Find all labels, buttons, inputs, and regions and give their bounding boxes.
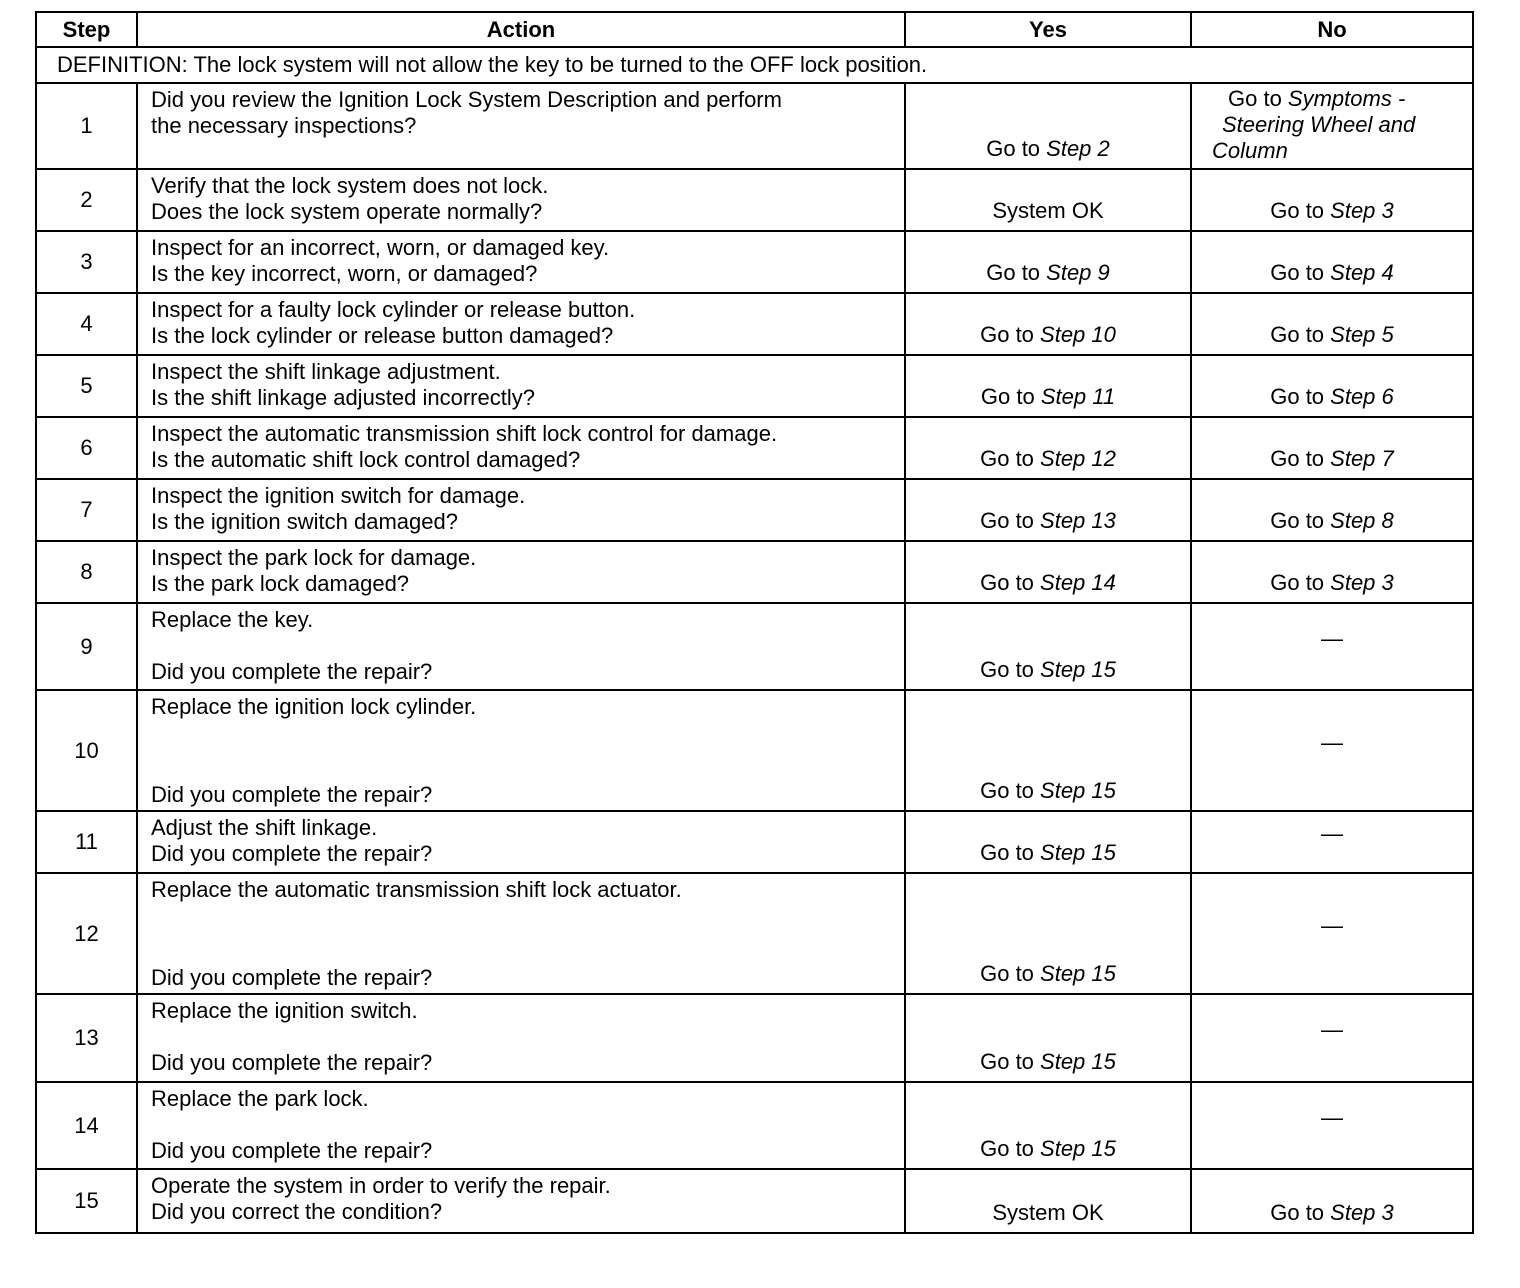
action-line: Did you complete the repair? [151,659,433,684]
header-no: No [1191,12,1473,47]
action-line: Does the lock system operate normally? [151,199,543,224]
table-row [36,994,1473,1082]
header-step: Step [36,12,137,47]
yes-step-ref: Step 2 [1046,136,1110,161]
yes-prefix: Go to [986,260,1047,285]
no-dash: — [1321,1017,1343,1042]
step-number: 7 [36,479,137,541]
yes-step-ref: Step 9 [1046,260,1110,285]
action-line: Did you complete the repair? [151,1138,433,1163]
table-row [36,479,1473,541]
no-cell [1191,541,1473,603]
action-cell [137,541,905,603]
no-prefix: Go to [1270,384,1331,409]
yes-prefix: Go to [980,570,1041,595]
no-step-ref: Step 4 [1330,260,1394,285]
no-cell [1191,1082,1473,1169]
step-number: 12 [36,873,137,994]
yes-cell [905,1169,1191,1233]
no-prefix: Go to [1270,508,1331,533]
action-cell [137,811,905,873]
yes-prefix: Go to [980,657,1041,682]
table-row [36,355,1473,417]
header-yes: Yes [905,12,1191,47]
yes-cell [905,355,1191,417]
action-line: Verify that the lock system does not lock. [151,173,549,198]
action-line: Is the automatic shift lock control damaged? [151,447,581,472]
step-number: 2 [36,169,137,231]
yes-cell [905,994,1191,1082]
action-cell [137,231,905,293]
yes-step-ref: Step 15 [1040,1136,1116,1161]
yes-prefix: Go to [980,322,1041,347]
yes-cell [905,541,1191,603]
no-cell [1191,417,1473,479]
action-cell [137,873,905,994]
action-line: Did you complete the repair? [151,782,433,807]
action-cell [137,1169,905,1233]
yes-step-ref: Step 15 [1040,961,1116,986]
step-number: 6 [36,417,137,479]
action-cell [137,169,905,231]
action-cell [137,603,905,690]
yes-step-ref: Step 14 [1040,570,1116,595]
yes-step-ref: Step 11 [1040,384,1116,409]
action-cell [137,479,905,541]
table-row [36,231,1473,293]
action-line: Is the shift linkage adjusted incorrectly? [151,385,535,410]
no-cell [1191,355,1473,417]
table-row [36,1169,1473,1233]
yes-cell [905,479,1191,541]
action-line: Is the lock cylinder or release button damaged? [151,323,614,348]
step-number: 4 [36,293,137,355]
action-cell [137,355,905,417]
yes-prefix: Go to [980,778,1041,803]
action-cell [137,690,905,811]
table-row [36,603,1473,690]
action-line: Did you correct the condition? [151,1199,443,1224]
yes-step-ref: Step 15 [1040,1049,1116,1074]
no-prefix: Go to [1270,1200,1331,1225]
no-prefix: Go to [1270,198,1331,223]
action-line: Adjust the shift linkage. [151,815,378,840]
action-line: Did you complete the repair? [151,841,433,866]
no-dash: — [1321,821,1343,846]
no-cell [1191,83,1473,169]
yes-prefix: Go to [980,1136,1041,1161]
action-line: Inspect the ignition switch for damage. [151,483,526,508]
no-prefix: Go to [1228,86,1288,111]
yes-text: System OK [992,198,1104,223]
action-cell [137,293,905,355]
yes-prefix: Go to [980,961,1041,986]
action-line: Replace the key. [151,607,314,632]
no-prefix: Go to [1270,322,1331,347]
action-line: Replace the ignition switch. [151,998,418,1023]
action-line: Inspect the park lock for damage. [151,545,477,570]
yes-cell [905,169,1191,231]
action-line: Inspect the automatic transmission shift lock control for damage. [151,421,778,446]
action-line: Operate the system in order to verify the repair. [151,1173,611,1198]
table-row [36,83,1473,169]
action-line: Is the park lock damaged? [151,571,410,596]
no-step-ref: Step 5 [1330,322,1394,347]
step-number: 8 [36,541,137,603]
yes-cell [905,603,1191,690]
no-cell [1191,1169,1473,1233]
table-row [36,690,1473,811]
no-step-ref: Step 3 [1330,198,1394,223]
yes-cell [905,811,1191,873]
no-cell [1191,169,1473,231]
step-number: 10 [36,690,137,811]
action-line: Is the key incorrect, worn, or damaged? [151,261,538,286]
yes-prefix: Go to [980,446,1041,471]
step-number: 14 [36,1082,137,1169]
step-number: 11 [36,811,137,873]
no-ref-line: Steering Wheel and [1222,112,1416,137]
definition-row [36,47,1473,83]
action-line: Replace the automatic transmission shift lock actuator. [151,877,682,902]
step-number: 5 [36,355,137,417]
no-dash: — [1321,729,1343,755]
yes-step-ref: Step 15 [1040,657,1116,682]
no-step-ref: Step 7 [1330,446,1394,471]
table-row [36,811,1473,873]
yes-cell [905,231,1191,293]
no-dash: — [1321,912,1343,938]
table-row [36,169,1473,231]
no-cell [1191,293,1473,355]
no-cell [1191,811,1473,873]
no-step-ref: Step 3 [1330,1200,1394,1225]
header-action: Action [137,12,905,47]
table-row [36,417,1473,479]
no-dash: — [1321,1104,1343,1130]
action-cell [137,83,905,169]
yes-prefix: Go to [980,384,1041,409]
table-row [36,873,1473,994]
yes-cell [905,1082,1191,1169]
no-cell [1191,994,1473,1082]
no-ref-line: Symptoms - [1287,86,1406,111]
yes-text: System OK [992,1200,1104,1225]
yes-cell [905,873,1191,994]
definition-text: DEFINITION: The lock system will not allow the key to be turned to the OFF lock position. [36,47,1473,83]
yes-step-ref: Step 15 [1040,840,1116,865]
action-line: Inspect for a faulty lock cylinder or release button. [151,297,636,322]
action-cell [137,417,905,479]
action-line: the necessary inspections? [151,113,417,138]
action-line: Did you complete the repair? [151,1050,433,1075]
action-line: Inspect for an incorrect, worn, or damaged key. [151,235,610,260]
table-row [36,541,1473,603]
yes-prefix: Go to [986,136,1047,161]
yes-step-ref: Step 13 [1040,508,1116,533]
yes-step-ref: Step 15 [1040,778,1116,803]
step-number: 3 [36,231,137,293]
action-cell [137,994,905,1082]
no-step-ref: Step 8 [1330,508,1394,533]
no-step-ref: Step 6 [1330,384,1394,409]
no-cell [1191,231,1473,293]
no-cell [1191,479,1473,541]
yes-prefix: Go to [980,840,1041,865]
no-cell [1191,603,1473,690]
no-ref-line: Column [1212,138,1288,163]
action-line: Inspect the shift linkage adjustment. [151,359,501,384]
yes-cell [905,417,1191,479]
no-step-ref: Step 3 [1330,570,1394,595]
diagnostic-table [35,11,1474,1234]
step-number: 1 [36,83,137,169]
action-line: Replace the ignition lock cylinder. [151,694,477,719]
no-cell [1191,873,1473,994]
table-row [36,1082,1473,1169]
step-number: 15 [36,1169,137,1233]
action-line: Replace the park lock. [151,1086,369,1111]
no-prefix: Go to [1270,570,1331,595]
table-row [36,293,1473,355]
yes-prefix: Go to [980,1049,1041,1074]
step-number: 9 [36,603,137,690]
action-line: Did you review the Ignition Lock System Description and perform [151,87,782,112]
yes-cell [905,293,1191,355]
yes-cell [905,83,1191,169]
no-dash: — [1321,625,1343,651]
yes-prefix: Go to [980,508,1041,533]
yes-cell [905,690,1191,811]
no-prefix: Go to [1270,446,1331,471]
action-line: Did you complete the repair? [151,965,433,990]
step-number: 13 [36,994,137,1082]
no-cell [1191,690,1473,811]
action-cell [137,1082,905,1169]
yes-step-ref: Step 10 [1040,322,1116,347]
header-row [36,12,1473,47]
no-prefix: Go to [1270,260,1331,285]
action-line: Is the ignition switch damaged? [151,509,458,534]
yes-step-ref: Step 12 [1040,446,1116,471]
